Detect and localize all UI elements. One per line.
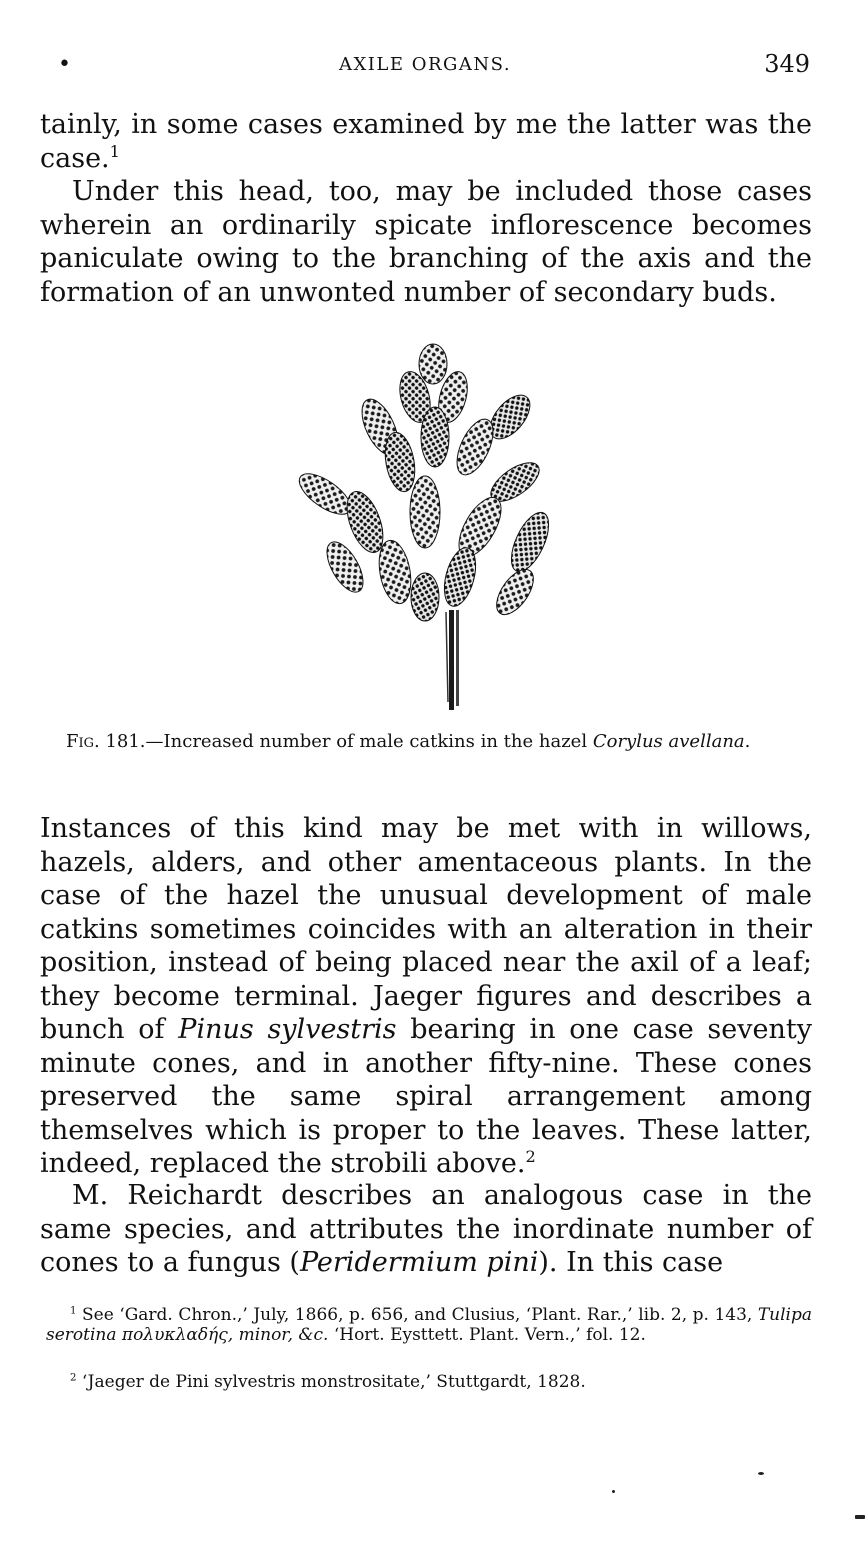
- catkin-illustration: [285, 342, 575, 712]
- page-header: [40, 50, 810, 82]
- species-name: Pinus sylvestris: [178, 1014, 397, 1045]
- figure-caption: [46, 731, 810, 753]
- header-mark: •: [58, 52, 71, 77]
- footnote-ref: 1: [109, 141, 120, 161]
- footnote-text: ‘Jaeger de Pini sylvestris monstrositate,’ Stuttgardt, 1828.: [81, 1372, 586, 1392]
- caption-text: —Increased number of male catkins in the hazel: [145, 731, 593, 752]
- footnote-2: [46, 1372, 812, 1392]
- figure-label: Fig. 181.: [66, 731, 146, 752]
- paragraph-text: bearing in one case seventy minute cones, and in another fifty-nine. These cones preserved the same spiral arrangement among themselves which is proper to the leaves. These latter, indeed, replaced the strobili above.: [40, 1014, 812, 1179]
- scan-speck: [612, 1490, 615, 1493]
- running-head: AXILE ORGANS.: [338, 54, 512, 75]
- footnote-text: See ‘Gard. Chron.,’ July, 1866, p. 656, and Clusius, ‘Plant. Rar.,’ lib. 2, p. 143,: [82, 1305, 758, 1325]
- paragraph: [40, 812, 812, 1181]
- paragraph: Under this head, too, may be included those cases wherein an ordinarily spicate inflorescence becomes paniculate owing to the branching of the axis and the formation of an unwonted number of secondary buds.: [40, 176, 812, 308]
- paragraph-text: M. Reichardt describes an analogous case in the same species, and attributes the inordinate number of cones to a fungus (: [40, 1180, 812, 1278]
- paragraph-text: ). In this case: [538, 1247, 724, 1278]
- paragraph-text: tainly, in some cases examined by me the latter was the case.: [40, 109, 812, 174]
- species-name: Peridermium pini: [299, 1247, 539, 1278]
- scan-speck: [758, 1472, 764, 1475]
- footnote-text: ‘Hort. Eysttett. Plant. Vern.,’ fol. 12.: [328, 1325, 646, 1345]
- caption-species: Corylus avellana: [592, 731, 745, 752]
- footnote-ref: 2: [525, 1147, 536, 1166]
- scan-speck: [855, 1515, 865, 1519]
- paragraph-text: Instances of this kind may be met with in willows, hazels, alders, and other amentaceous plants. In the case of the hazel the unusual development of male catkins sometimes coincides with an alteration in their position, instead of being placed near the axil of a leaf; they become terminal. Jaeger figures and describes a bunch of: [40, 813, 812, 1045]
- footnote-1: [46, 1305, 812, 1345]
- page-number: 349: [764, 50, 810, 78]
- paragraph-continuation: [40, 108, 812, 175]
- caption-end: .: [744, 731, 751, 752]
- footnote-italic: Tulipa serotina πολυκλαδής, minor, &c.: [46, 1305, 813, 1345]
- footnote-mark: 2: [70, 1372, 77, 1384]
- paragraph: [40, 1179, 812, 1280]
- footnote-mark: 1: [70, 1305, 77, 1317]
